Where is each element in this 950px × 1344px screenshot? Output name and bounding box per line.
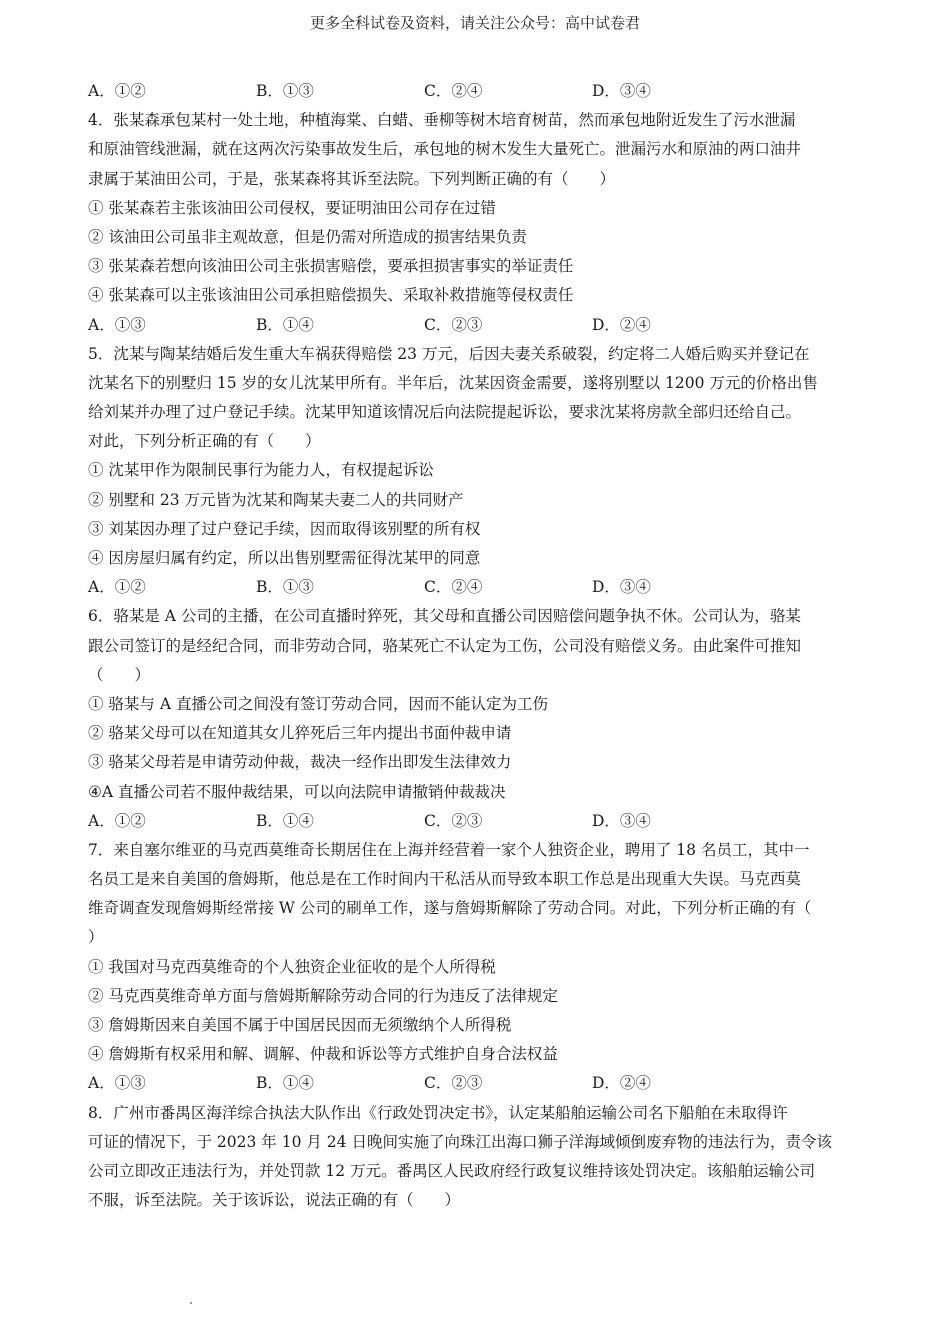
q7-item-2: ② 马克西莫维奇单方面与詹姆斯解除劳动合同的行为违反了法律规定: [88, 986, 558, 1005]
q5-option-a[interactable]: A．①②: [88, 578, 146, 597]
q4-item-4: ④ 张某森可以主张该油田公司承担赔偿损失、采取补救措施等侵权责任: [88, 286, 574, 305]
q5-options: [88, 573, 863, 602]
q5-stem-line: 5．沈某与陶某结婚后发生重大车祸获得赔偿 23 万元，后因夫妻关系破裂，约定将二人婚后购买并登记在: [88, 344, 810, 363]
q5-stem-line: 对此，下列分析正确的有（ ）: [88, 432, 321, 451]
q8-stem: [88, 1099, 863, 1216]
q8-stem-line: 8．广州市番禺区海洋综合执法大队作出《行政处罚决定书》，认定某船舶运输公司名下船舶在未取得许: [88, 1103, 788, 1122]
q5-item-1: ① 沈某甲作为限制民事行为能力人，有权提起诉讼: [88, 461, 434, 480]
q6-option-c[interactable]: C．②③: [424, 811, 483, 830]
q6-stem: [88, 602, 863, 690]
q3-option-a[interactable]: A．①②: [88, 82, 146, 100]
q4-item-1: ① 张某森若主张该油田公司侵权，要证明油田公司存在过错: [88, 198, 496, 217]
q7-option-c[interactable]: C．②③: [424, 1074, 483, 1093]
q6-item-1: ① 骆某与 A 直播公司之间没有签订劳动合同，因而不能认定为工伤: [88, 694, 548, 713]
q7-option-d[interactable]: D．②④: [592, 1074, 651, 1093]
q8-stem-line: 可证的情况下，于 2023 年 10 月 24 日晚间实施了向珠江出海口狮子洋海域倾倒废弃物的违法行为，责令该: [88, 1132, 832, 1151]
q4-option-a[interactable]: A．①③: [88, 315, 146, 334]
q7-stem-line: ）: [88, 928, 104, 947]
q6-option-d[interactable]: D．③④: [592, 811, 651, 830]
q7-stem: [88, 836, 863, 953]
q5-option-b[interactable]: B．①③: [256, 578, 314, 597]
q5-item-4: ④ 因房屋归属有约定，所以出售别墅需征得沈某甲的同意: [88, 549, 481, 567]
q3-option-d[interactable]: D．③④: [592, 82, 651, 100]
q6-item-3: ③ 骆某父母若是申请劳动仲裁，裁决一经作出即发生法律效力: [88, 753, 512, 772]
q5-stem: [88, 340, 863, 457]
q4-option-b[interactable]: B．①④: [256, 315, 314, 334]
q7-option-a[interactable]: A．①③: [88, 1074, 146, 1093]
q4-option-d[interactable]: D．②④: [592, 315, 651, 334]
q7-option-b[interactable]: B．①④: [256, 1074, 314, 1093]
q7-item-3: ③ 詹姆斯因来自美国不属于中国居民因而无须缴纳个人所得税: [88, 1016, 512, 1034]
q7-options: [88, 1069, 863, 1098]
q5-item-3: ③ 刘某因办理了过户登记手续，因而取得该别墅的所有权: [88, 519, 481, 538]
q7-stem-line: 7．来自塞尔维亚的马克西莫维奇长期居住在上海并经营着一家个人独资企业，聘用了 18 名员工，其中一: [88, 840, 810, 859]
q4-stem-line: 4．张某森承包某村一处土地，种植海棠、白蜡、垂柳等树木培育树苗，然而承包地附近发生了污水泄漏: [88, 111, 796, 130]
q6-item-4: ④A 直播公司若不服仲裁结果，可以向法院申请撤销仲裁裁决: [88, 782, 506, 801]
q3-option-b[interactable]: B．①③: [256, 82, 314, 100]
q8-stem-line: 公司立即改正违法行为，并处罚款 12 万元。番禺区人民政府经行政复议维持该处罚决定。该船舶运输公司: [88, 1161, 816, 1180]
q6-stem-line: （ ）: [88, 665, 151, 684]
q4-item-2: ② 该油田公司虽非主观故意，但是仍需对所造成的损害结果负责: [88, 227, 527, 246]
q6-stem-line: 跟公司签订的是经纪合同，而非劳动合同，骆某死亡不认定为工伤，公司没有赔偿义务。由此案件可推知: [88, 636, 802, 655]
q7-item-4: ④ 詹姆斯有权采用和解、调解、仲裁和诉讼等方式维护自身合法权益: [88, 1045, 558, 1064]
exam-content: [88, 77, 863, 1215]
q7-stem-line: 维奇调查发现詹姆斯经常接 W 公司的刷单工作，遂与詹姆斯解除了劳动合同。对此，下列分析正确的有（: [88, 899, 812, 918]
q5-item-2: ② 别墅和 23 万元皆为沈某和陶某夫妻二人的共同财产: [88, 490, 464, 509]
scan-speck: [190, 1302, 192, 1304]
q6-option-a[interactable]: A．①②: [88, 811, 146, 830]
page-header: 更多全科试卷及资料，请关注公众号：高中试卷君: [309, 14, 640, 32]
q5-option-c[interactable]: C．②④: [424, 578, 483, 597]
q3-options: [88, 77, 863, 106]
q4-item-3: ③ 张某森若想向该油田公司主张损害赔偿，要承担损害事实的举证责任: [88, 257, 574, 276]
q5-option-d[interactable]: D．③④: [592, 578, 651, 597]
q5-stem-line: 沈某名下的别墅归 15 岁的女儿沈某甲所有。半年后，沈某因资金需要，遂将别墅以 1200 万元的价格出售: [88, 373, 818, 392]
q8-stem-line: 不服，诉至法院。关于该诉讼，说法正确的有（ ）: [88, 1191, 461, 1210]
q4-stem-line: 隶属于某油田公司，于是，张某森将其诉至法院。下列判断正确的有（ ）: [88, 169, 616, 188]
q4-stem-line: 和原油管线泄漏，就在这两次污染事故发生后，承包地的树木发生大量死亡。泄漏污水和原油的两口油井: [88, 140, 802, 159]
q5-stem-line: 给刘某并办理了过户登记手续。沈某甲知道该情况后向法院提起诉讼，要求沈某将房款全部归还给自己。: [88, 403, 802, 422]
q6-item-2: ② 骆某父母可以在知道其女儿猝死后三年内提出书面仲裁申请: [88, 724, 512, 743]
q6-options: [88, 807, 863, 836]
q4-options: [88, 311, 863, 340]
q3-option-c[interactable]: C．②④: [424, 82, 483, 100]
q7-stem-line: 名员工是来自美国的詹姆斯，他总是在工作时间内干私活从而导致本职工作总是出现重大失误。马克西莫: [88, 870, 802, 889]
q6-option-b[interactable]: B．①④: [256, 811, 314, 830]
q4-stem: [88, 106, 863, 194]
q6-stem-line: 6．骆某是 A 公司的主播，在公司直播时猝死，其父母和直播公司因赔偿问题争执不休。公司认为，骆某: [88, 607, 801, 626]
q4-option-c[interactable]: C．②③: [424, 315, 483, 334]
q7-item-1: ① 我国对马克西莫维奇的个人独资企业征收的是个人所得税: [88, 957, 496, 976]
